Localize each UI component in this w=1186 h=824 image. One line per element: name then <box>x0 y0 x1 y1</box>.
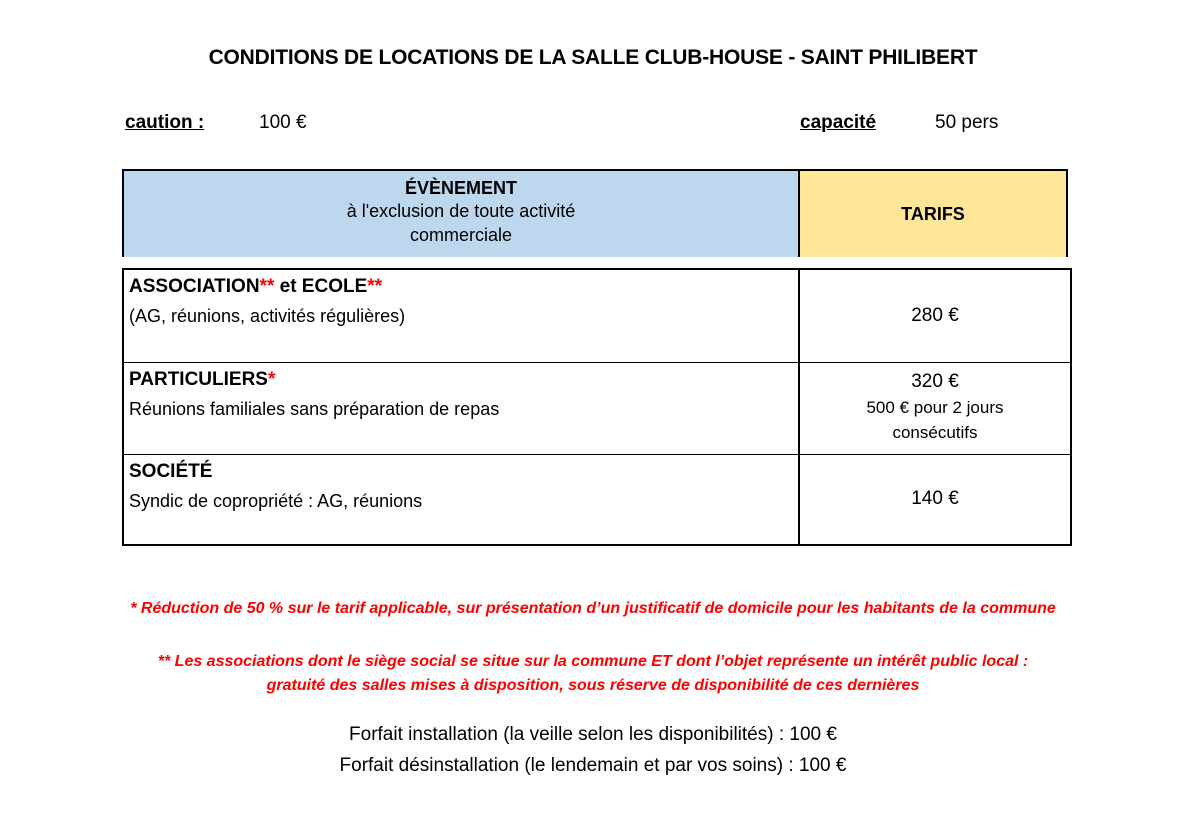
event-cell <box>123 454 799 545</box>
table-row <box>123 454 1071 545</box>
capacite-label: capacité <box>800 112 877 133</box>
caution-value: 100 € <box>259 112 307 133</box>
header-event-sub2: commerciale <box>409 225 513 245</box>
rates-table <box>122 268 1072 546</box>
header-event-title: ÉVÈNEMENT <box>404 178 518 198</box>
price-extra-line2: consécutifs <box>892 422 978 442</box>
price-cell <box>799 362 1071 454</box>
price-extra-line1: 500 € pour 2 jours <box>866 397 1004 417</box>
event-cell <box>123 269 799 362</box>
table-row <box>123 362 1071 454</box>
capacite-value: 50 pers <box>935 112 999 133</box>
caution-label: caution : <box>125 112 205 133</box>
price-value: 320 € <box>911 370 959 392</box>
price-value: 140 € <box>911 488 959 509</box>
event-cell <box>123 362 799 454</box>
event-title: ASSOCIATION** et ECOLE** <box>129 276 383 297</box>
price-cell <box>799 454 1071 545</box>
header-event-sub1: à l'exclusion de toute activité <box>346 201 576 221</box>
event-description: (AG, réunions, activités régulières) <box>129 306 406 326</box>
header-tarifs-label: TARIFS <box>901 203 965 224</box>
price-value: 280 € <box>911 304 959 326</box>
header-event-cell <box>122 169 798 257</box>
event-title: PARTICULIERS* <box>129 368 276 390</box>
event-description: Réunions familiales sans préparation de repas <box>129 398 500 419</box>
header-tarifs-cell <box>798 169 1068 257</box>
page-title: CONDITIONS DE LOCATIONS DE LA SALLE CLUB-HOUSE - SAINT PHILIBERT <box>208 46 978 69</box>
price-cell <box>799 269 1071 362</box>
note-reduction: * Réduction de 50 % sur le tarif applicable, sur présentation d’un justificatif de domicile pour les habitants de la commune <box>130 600 1056 617</box>
event-title: SOCIÉTÉ <box>129 460 213 482</box>
table-row <box>123 269 1071 362</box>
note-associations-line1: ** Les associations dont le siège social se situe sur la commune ET dont l’objet représente un intérêt public local : <box>157 653 1029 670</box>
event-description: Syndic de copropriété : AG, réunions <box>129 490 423 511</box>
forfait-installation: Forfait installation (la veille selon les disponibilités) : 100 € <box>349 724 837 745</box>
note-associations-line2: gratuité des salles mises à disposition, sous réserve de disponibilité de ces dernières <box>266 677 920 694</box>
forfait-desinstallation: Forfait désinstallation (le lendemain et par vos soins) : 100 € <box>339 755 847 776</box>
